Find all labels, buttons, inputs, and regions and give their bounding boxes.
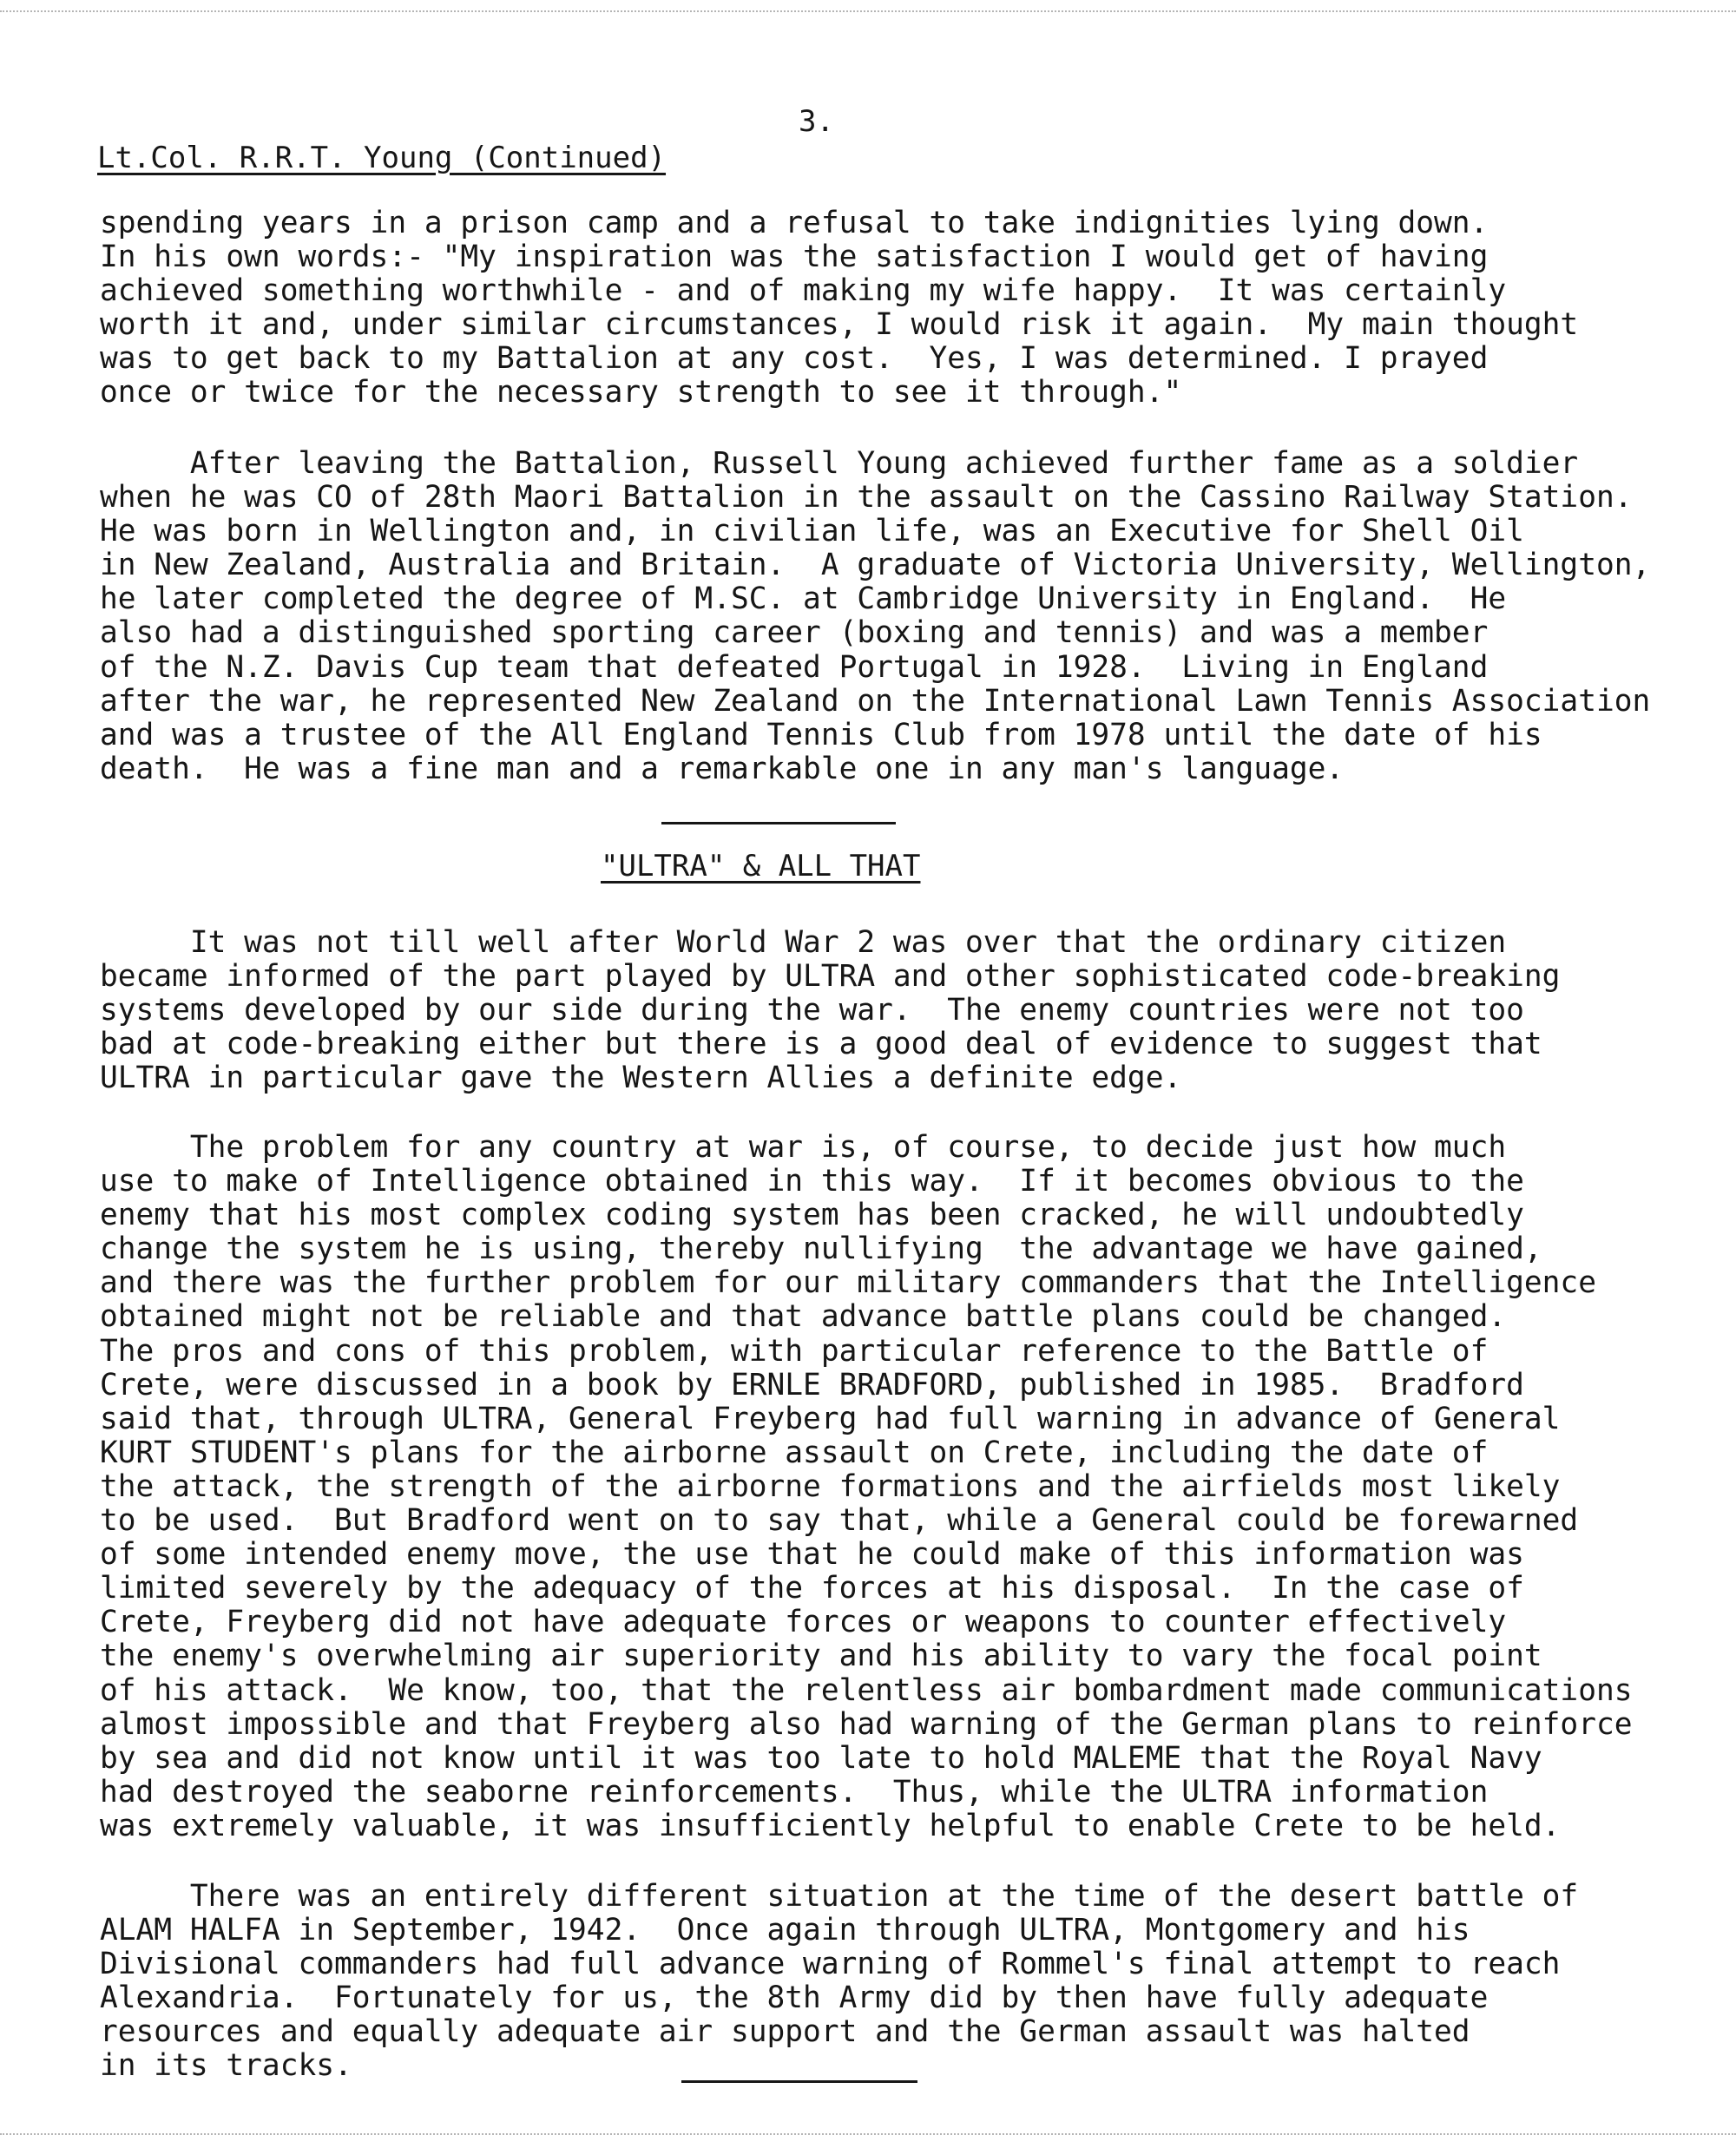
section-divider [661,822,896,824]
text-line: worth it and, under similar circumstances, I would risk it again. My main thought [100,307,1579,343]
text-line: He was born in Wellington and, in civilian life, was an Executive for Shell Oil [100,514,1524,549]
text-line: Crete, Freyberg did not have adequate forces or weapons to counter effectively [100,1605,1507,1640]
text-line: of the N.Z. Davis Cup team that defeated Portugal in 1928. Living in England [100,649,1489,685]
text-line: was to get back to my Battalion at any cost. Yes, I was determined. I prayed [100,341,1489,377]
text-line: KURT STUDENT's plans for the airborne assault on Crete, including the date of [100,1435,1489,1470]
bottom-edge-dotted-rule [0,2133,1736,2135]
text-line: achieved something worthwhile - and of making my wife happy. It was certainly [100,273,1507,309]
text-line: It was not till well after World War 2 was over that the ordinary citizen [100,925,1507,960]
text-line: in its tracks. [100,2048,352,2084]
text-line: The pros and cons of this problem, with particular reference to the Battle of [100,1333,1489,1369]
text-line: after the war, he represented New Zealand on the International Lawn Tennis Association [100,683,1651,719]
end-divider [681,2080,917,2083]
text-line: obtained might not be reliable and that advance battle plans could be changed. [100,1299,1507,1335]
text-line: ULTRA in particular gave the Western Allies a definite edge. [100,1061,1182,1096]
text-line: Divisional commanders had full advance warning of Rommel's final attempt to reach [100,1947,1561,1982]
text-line: use to make of Intelligence obtained in this way. If it becomes obvious to the [100,1164,1524,1199]
text-line: the attack, the strength of the airborne formations and the airfields most likely [100,1468,1561,1504]
text-line: almost impossible and that Freyberg also had warning of the German plans to reinforce [100,1706,1633,1742]
text-line: of his attack. We know, too, that the relentless air bombardment made communications [100,1672,1633,1708]
paragraph-young-biography [100,447,1654,786]
text-line: had destroyed the seaborne reinforcements. Thus, while the ULTRA information [100,1774,1489,1810]
text-line: ALAM HALFA in September, 1942. Once again through ULTRA, Montgomery and his [100,1913,1470,1948]
text-line: of some intended enemy move, the use that he could make of this information was [100,1537,1524,1573]
text-line: death. He was a fine man and a remarkable one in any man's language. [100,751,1345,786]
text-line: became informed of the part played by ULTRA and other sophisticated code-breaking [100,959,1561,995]
text-line: change the system he is using, thereby nullifying the advantage we have gained, [100,1232,1542,1267]
text-line: and there was the further problem for our military commanders that the Intelligence [100,1265,1596,1301]
text-line: Crete, were discussed in a book by ERNLE BRADFORD, published in 1985. Bradford [100,1367,1524,1402]
text-line: limited severely by the adequacy of the forces at his disposal. In the case of [100,1571,1524,1606]
text-line: bad at code-breaking either but there is a good deal of evidence to suggest that [100,1027,1542,1062]
text-line: the enemy's overwhelming air superiority and his ability to vary the focal point [100,1639,1542,1674]
top-edge-dotted-rule [0,10,1736,12]
text-line: Alexandria. Fortunately for us, the 8th Army did by then have fully adequate [100,1980,1489,2016]
text-line: was extremely valuable, it was insufficiently helpful to enable Crete to be held. [100,1808,1561,1843]
paragraph-crete [100,1131,1654,1843]
text-line: There was an entirely different situation at the time of the desert battle of [100,1879,1579,1914]
text-line: also had a distinguished sporting career (boxing and tennis) and was a member [100,615,1489,651]
text-line: once or twice for the necessary strength to see it through." [100,375,1182,411]
text-line: The problem for any country at war is, of course, to decide just how much [100,1130,1507,1165]
text-line: In his own words:- "My inspiration was the satisfaction I would get of having [100,240,1489,275]
text-line: enemy that his most complex coding system has been cracked, he will undoubtedly [100,1198,1524,1233]
running-title: Lt.Col. R.R.T. Young (Continued) [97,141,667,175]
paragraph-ultra-intro [100,926,1654,1095]
text-line: spending years in a prison camp and a refusal to take indignities lying down. [100,206,1489,240]
section-heading: "ULTRA" & ALL THAT [601,849,921,884]
text-line: by sea and did not know until it was too late to hold MALEME that the Royal Navy [100,1740,1542,1776]
text-line: to be used. But Bradford went on to say that, while a General could be forewarned [100,1503,1579,1539]
paragraph-young-quote [100,207,1654,411]
text-line: said that, through ULTRA, General Freyberg had full warning in advance of General [100,1401,1561,1436]
text-line: resources and equally adequate air support and the German assault was halted [100,2014,1470,2050]
text-line: After leaving the Battalion, Russell Young achieved further fame as a soldier [100,446,1579,481]
page-number: 3. [799,104,834,139]
text-line: in New Zealand, Australia and Britain. A graduate of Victoria University, Wellington, [100,548,1651,583]
text-line: he later completed the degree of M.SC. at Cambridge University in England. He [100,581,1507,617]
paragraph-alam-halfa [100,1880,1654,2084]
text-line: and was a trustee of the All England Tennis Club from 1978 until the date of his [100,717,1542,752]
text-line: when he was CO of 28th Maori Battalion in the assault on the Cassino Railway Station. [100,480,1633,516]
text-line: systems developed by our side during the war. The enemy countries were not too [100,993,1524,1028]
